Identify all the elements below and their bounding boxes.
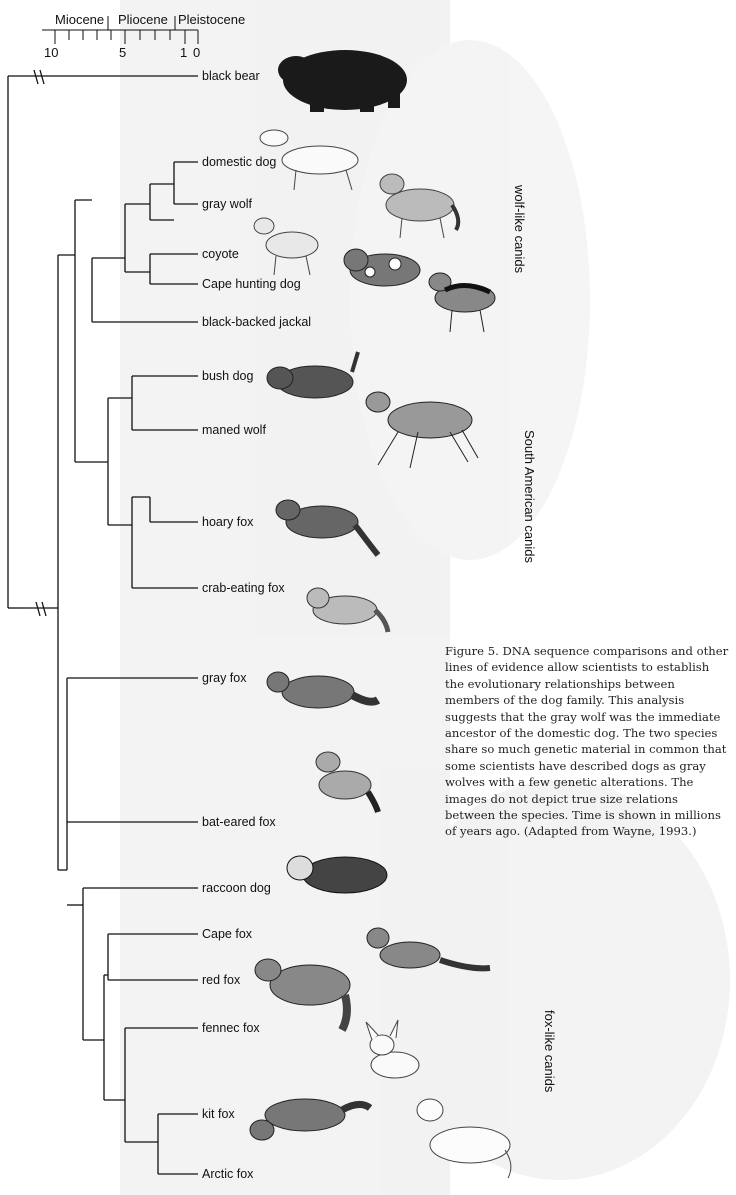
group-label-south-american: South American canids — [522, 430, 537, 563]
background-texture — [120, 0, 730, 1195]
label-black-bear: black bear — [202, 69, 260, 83]
label-gray-fox: gray fox — [202, 671, 247, 685]
label-arctic-fox: Arctic fox — [202, 1167, 254, 1181]
label-bat-eared-fox: bat-eared fox — [202, 815, 276, 829]
label-fennec-fox: fennec fox — [202, 1021, 260, 1035]
tick-label-5: 5 — [119, 45, 127, 60]
group-label-wolf-like: wolf-like canids — [512, 185, 527, 274]
label-bush-dog: bush dog — [202, 369, 254, 383]
group-label-fox-like: fox-like canids — [542, 1010, 557, 1093]
label-kit-fox: kit fox — [202, 1107, 235, 1121]
label-red-fox: red fox — [202, 973, 241, 987]
epoch-pliocene: Pliocene — [118, 12, 168, 27]
label-raccoon-dog: raccoon dog — [202, 881, 271, 895]
label-gray-wolf: gray wolf — [202, 197, 253, 211]
label-hoary-fox: hoary fox — [202, 515, 254, 529]
label-crab-eating-fox: crab-eating fox — [202, 581, 285, 595]
label-cape-hunting-dog: Cape hunting dog — [202, 277, 301, 291]
epoch-pleistocene: Pleistocene — [178, 12, 246, 27]
label-cape-fox: Cape fox — [202, 927, 253, 941]
epoch-miocene: Miocene — [55, 12, 105, 27]
tick-label-10: 10 — [44, 45, 59, 60]
label-coyote: coyote — [202, 247, 239, 261]
tick-label-1: 1 — [180, 45, 188, 60]
tick-label-0: 0 — [193, 45, 201, 60]
label-domestic-dog: domestic dog — [202, 155, 277, 169]
figure-caption: Figure 5. DNA sequence comparisons and other lines of evidence allow scientists to establish the evolutionary relationships between members of the dog family. This analysis suggests that the gray wolf was the immediate ancestor of the domestic dog. The two species share so much genetic material in common that some scientists have described dogs as gray wolves with a few genetic alterations. The images do not depict true size relations between the species. Time is shown in millions of years ago. (Adapted from Wayne, 1993.) — [445, 644, 729, 839]
label-black-backed-jackal: black-backed jackal — [202, 315, 312, 329]
label-maned-wolf: maned wolf — [202, 423, 266, 437]
